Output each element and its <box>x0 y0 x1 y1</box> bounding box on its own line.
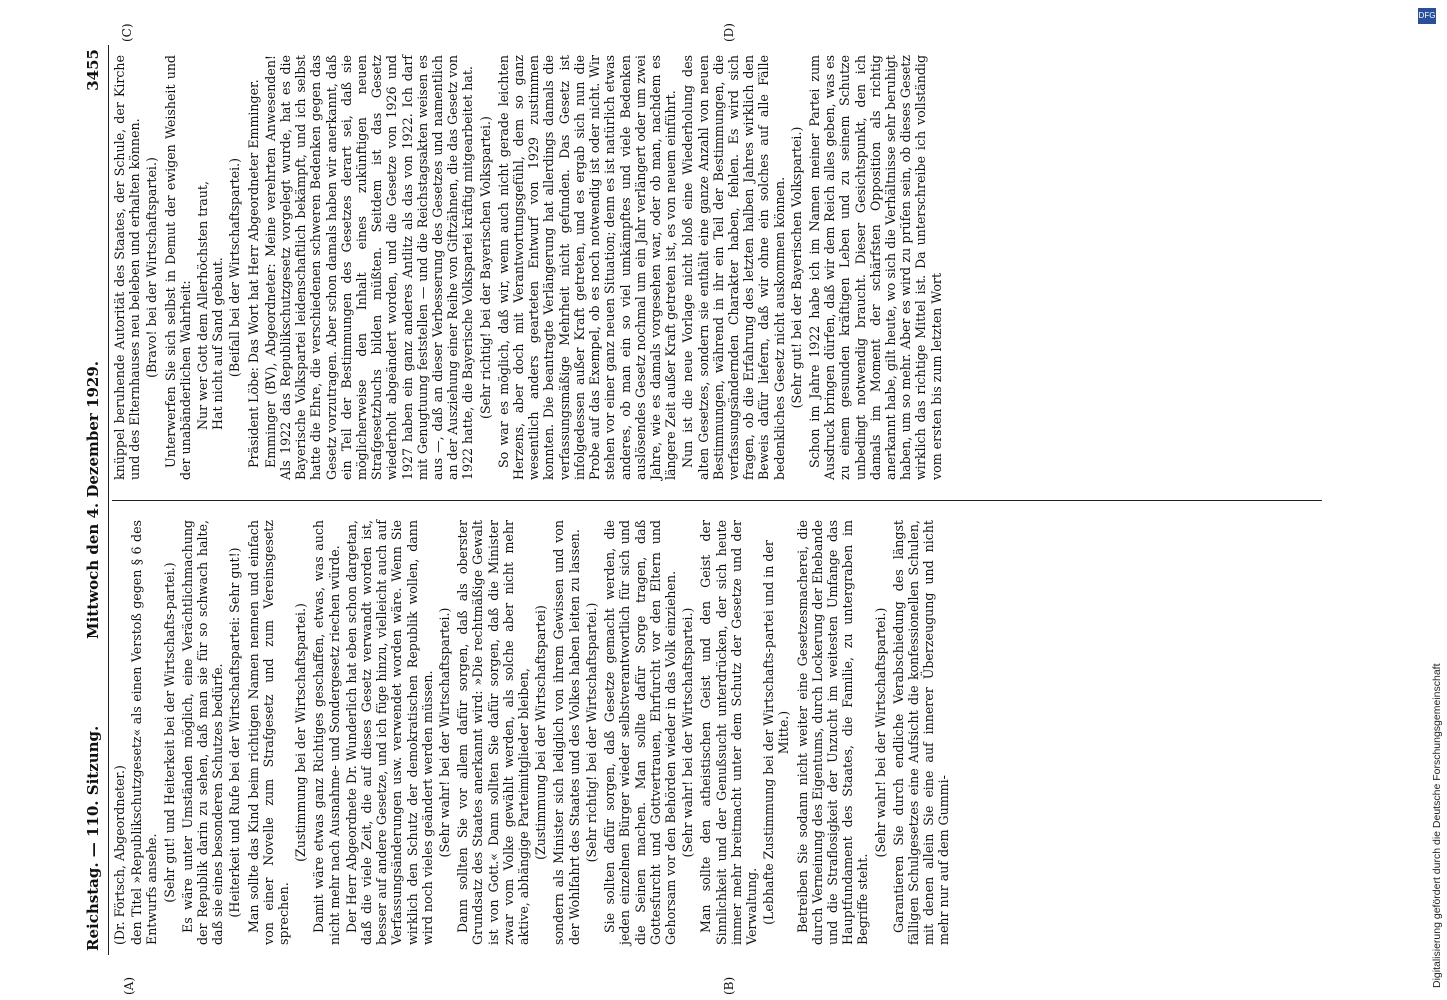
interjection-line: (Zustimmung bei der Wirtschaftspartei.) <box>293 603 309 862</box>
running-header <box>82 45 109 955</box>
verse-line: Nur wer Gott dem Allerhöchsten traut, <box>195 181 211 430</box>
digitization-note: Digitalisierung gefördert durch die Deutsche Forschungsgemeinschaft <box>1431 663 1443 988</box>
paragraph: Dann sollten Sie vor allem dafür sorgen, daß als oberster Grundsatz des Staates anerkannt wird: »Die rechtmäßige Gewalt ist von Gott.« Dann sollten Sie dafür sorgen, daß die Minister zwar vom Volke gewählt werden, als solche aber nicht mehr aktive, abhängige Parteimitglieder bleiben, <box>455 520 532 945</box>
page-number: 3455 <box>84 49 102 91</box>
header-date: Mittwoch den 4. Dezember 1929. <box>84 361 102 639</box>
interjection-line: (Sehr richtig! bei der Bayerischen Volkspartei.) <box>477 116 493 419</box>
margin-mark-c: (C) <box>120 23 134 42</box>
interjection-line: (Lebhafte Zustimmung bei der Wirtschafts-partei und in der Mitte.) <box>761 540 792 925</box>
paragraph: Unterwerfen Sie sich selbst in Demut der ewigen Weisheit und der unabänderlichen Wahrheit: <box>162 55 193 480</box>
interjection-line: (Sehr gut! bei der Bayerischen Volkspartei.) <box>788 126 804 409</box>
verse-line: Hat nicht auf Sand gebaut. <box>210 257 226 430</box>
paragraph: Man sollte das Kind beim richtigen Namen nennen und einfach von einer Novelle zum Strafgesetz und zum Vereinsgesetz sprechen. <box>245 520 292 945</box>
interjection-line: (Sehr gut! und Heiterkeit bei der Wirtschafts-partei.) <box>161 562 177 903</box>
paragraph: Schon im Jahre 1922 habe ich im Namen meiner Partei zum Ausdruck bringen dürfen, daß wir dem Reich alles geben, was es zu einem gesunden kräftigen Leben und zu seinem Schutze unbedingt notwendig braucht. Dieser Gesichtspunkt, den ich damals im Moment der schärfsten Opposition als richtig anerkannt habe, gilt heute, wo sich die Verhältnisse sehr beruhigt haben, um so mehr. Aber es wird zu prüfen sein, ob dieses Gesetz wirklich das richtige Mittel ist. Da unterschreibe ich vollständig vom ersten bis zum letzten Wort <box>806 55 944 480</box>
interjection-line: (Bravo! bei der Wirtschaftspartei.) <box>144 157 160 378</box>
paragraph: Emminger (BV), Abgeordneter: Meine verehrten Anwesenden! Als 1922 das Republikschutzgesetz vorgelegt wurde, hat es die Bayerische Volkspartei leidenschaftlich bekämpft, und ich selbst hatte die Ehre, die verschiedenen schweren Bedenken gegen das Gesetz vorzutragen. Aber schon damals haben wir anerkannt, daß ein Teil der Bestimmungen des Gesetzes derart sei, daß sie möglicherweise den Inhalt eines zukünftigen neuen Strafgesetzbuchs bilden müßten. Seitdem ist das Gesetz wiederholt abgeändert worden, und die Gesetze von 1926 und 1927 haben ein ganz anderes Antlitz als das von 1922. Ich darf mit Genugtuung feststellen — und die Reichstagsakten weisen es aus —, daß an dieser Verbesserung des Gesetzes und namentlich an der Ausziehung einer Reihe von Giftzähnen, die das Gesetz von 1922 hatte, die Bayerische Volkspartei kräftig mitgearbeitet hat. <box>262 54 476 480</box>
paragraph: Man sollte den atheistischen Geist und den Geist der Sinnlichkeit und der Genußsucht unterdrücken, der sich heute immer mehr breitmacht unter dem Schutz der Gesetze und der Verwaltung. <box>698 520 759 945</box>
paragraph: Sie sollten dafür sorgen, daß Gesetze gemacht werden, die jeden einzelnen Bürger wieder selbstverantwortlich für sich und die Seinen machen. Man sollte dafür Sorge tragen, daß Gottesfurcht und Gottvertrauen, Ehrfurcht vor den Eltern und Gehorsam vor den Behörden wieder in das Volk einziehen. <box>602 520 678 945</box>
margin-mark-b: (B) <box>722 976 736 995</box>
interjection-line: (Sehr richtig! bei der Wirtschaftspartei.) <box>583 602 599 863</box>
paragraph: Präsident Löbe: Das Wort hat Herr Abgeordneter Emminger. <box>245 79 261 468</box>
column-divider <box>112 500 1322 501</box>
left-text-column <box>112 520 1327 945</box>
paragraph: Nun ist die neue Vorlage nicht bloß eine Wiederholung des alten Gesetzes, sondern sie enthält eine ganze Anzahl von neuen Bestimmungen, während in ihr ein Teil der Bestimmungen, die verfassungsändernden Charakter haben, fehlen. Es wird sich fragen, ob die Erfahrung des letzten halben Jahres wirklich den Beweis dafür liefern, daß wir ohne ein solches auf alle Fälle bedenkliches Gesetz nicht auskommen können. <box>680 55 787 480</box>
paragraph: Garantieren Sie durch endliche Verabschiedung des längst fälligen Schulgesetzes eine Aufsicht die konfessionellen Schulen, mit denen allein Sie eine auf innerer Überzeugung und nicht mehr nur auf dem Gummi- <box>890 520 952 945</box>
paragraph: So war es möglich, daß wir, wenn auch nicht gerade leichten Herzens, aber doch mit Verantwortungsgefühl, dem so ganz wesentlich anders gearteten Entwurf von 1929 zustimmen konnten. Die beantragte Verlängerung hat allerdings damals die verfassungsmäßige Mehrheit nicht gefunden. Das Gesetz ist infolgedessen außer Kraft getreten, und es ergab sich nun die Probe auf das Exempel, ob es noch notwendig ist oder nicht. Wir stehen vor einer ganz neuen Situation; denn es ist natürlich etwas anderes, ob man ein so viel umkämpftes und viele Bedenken auslösendes Gesetz nochmal um ein Jahr verlängert oder um zwei Jahre, wie es damals vorgesehen war, oder ob man, nachdem es längere Zeit außer Kraft getreten ist, es von neuem einführt. <box>495 55 679 480</box>
paragraph: Betreiben Sie sodann nicht weiter eine Gesetzesmacherei, die durch Verneinung des Eigentums, durch Lockerung der Ehebande und die Straflosigkeit der Unzucht im weitesten Umfange das Hauptfundament des Staates, die Familie, zu untergraben im Begriffe steht. <box>794 520 871 945</box>
dfg-logo: DFG <box>1418 8 1436 24</box>
header-session: Reichstag. — 110. Sitzung. <box>84 725 102 951</box>
rotated-document-page <box>82 23 1332 995</box>
margin-mark-a: (A) <box>122 976 136 995</box>
interjection-line: (Zustimmung bei der Wirtschaftspartei) <box>533 605 549 860</box>
paragraph: den Titel »Republikschutzgesetz« als einen Verstoß gegen § 6 des Entwurfs ansehe. <box>129 520 160 945</box>
interjection-line: (Heiterkeit und Rufe bei der Wirtschaftspartei: Sehr gut!) <box>227 547 243 918</box>
right-text-column <box>112 55 1327 480</box>
paragraph: (Dr. Förtsch, Abgeordneter.) <box>112 765 127 945</box>
margin-mark-d: (D) <box>722 23 736 42</box>
paragraph: knüppel beruhende Autorität des Staates, der Schule, der Kirche und des Elternhauses neu beleben und erhalten können. <box>112 55 143 480</box>
interjection-line: (Sehr wahr! bei der Wirtschaftspartei.) <box>437 607 453 858</box>
interjection-line: (Sehr wahr! bei der Wirtschaftspartei.) <box>872 607 888 858</box>
interjection-line: (Beifall bei der Wirtschaftspartei.) <box>227 157 243 378</box>
paragraph: Der Herr Abgeordnete Dr. Wunderlich hat eben schon dargetan, daß die viele Zeit, die auf dieses Gesetz verwandt worden ist, besser auf andere Gesetze, und ich füge hinzu, vielleicht auch auf Verfassungsänderungen usw. verwendet worden wäre. Wenn Sie wirklich den Schutz der demokratischen Republik wollen, dann wird noch vieles geändert werden müssen. <box>343 520 435 945</box>
paragraph: sondern als Minister sich lediglich von ihrem Gewissen und von der Wohlfahrt des Staates und des Volkes haben leiten zu lassen. <box>551 520 582 945</box>
paragraph: Damit wäre etwas ganz Richtiges geschaffen, etwas, was auch nicht mehr nach Ausnahme- und Sondergesetz riechen würde. <box>311 520 342 945</box>
interjection-line: (Sehr wahr! bei der Wirtschaftspartei.) <box>680 607 696 858</box>
paragraph: Es wäre unter Umständen möglich, eine Verächtlichmachung der Republik darin zu sehen, daß man sie für so schwach halte, daß sie eines besonderen Schutzes bedürfe. <box>179 520 226 945</box>
